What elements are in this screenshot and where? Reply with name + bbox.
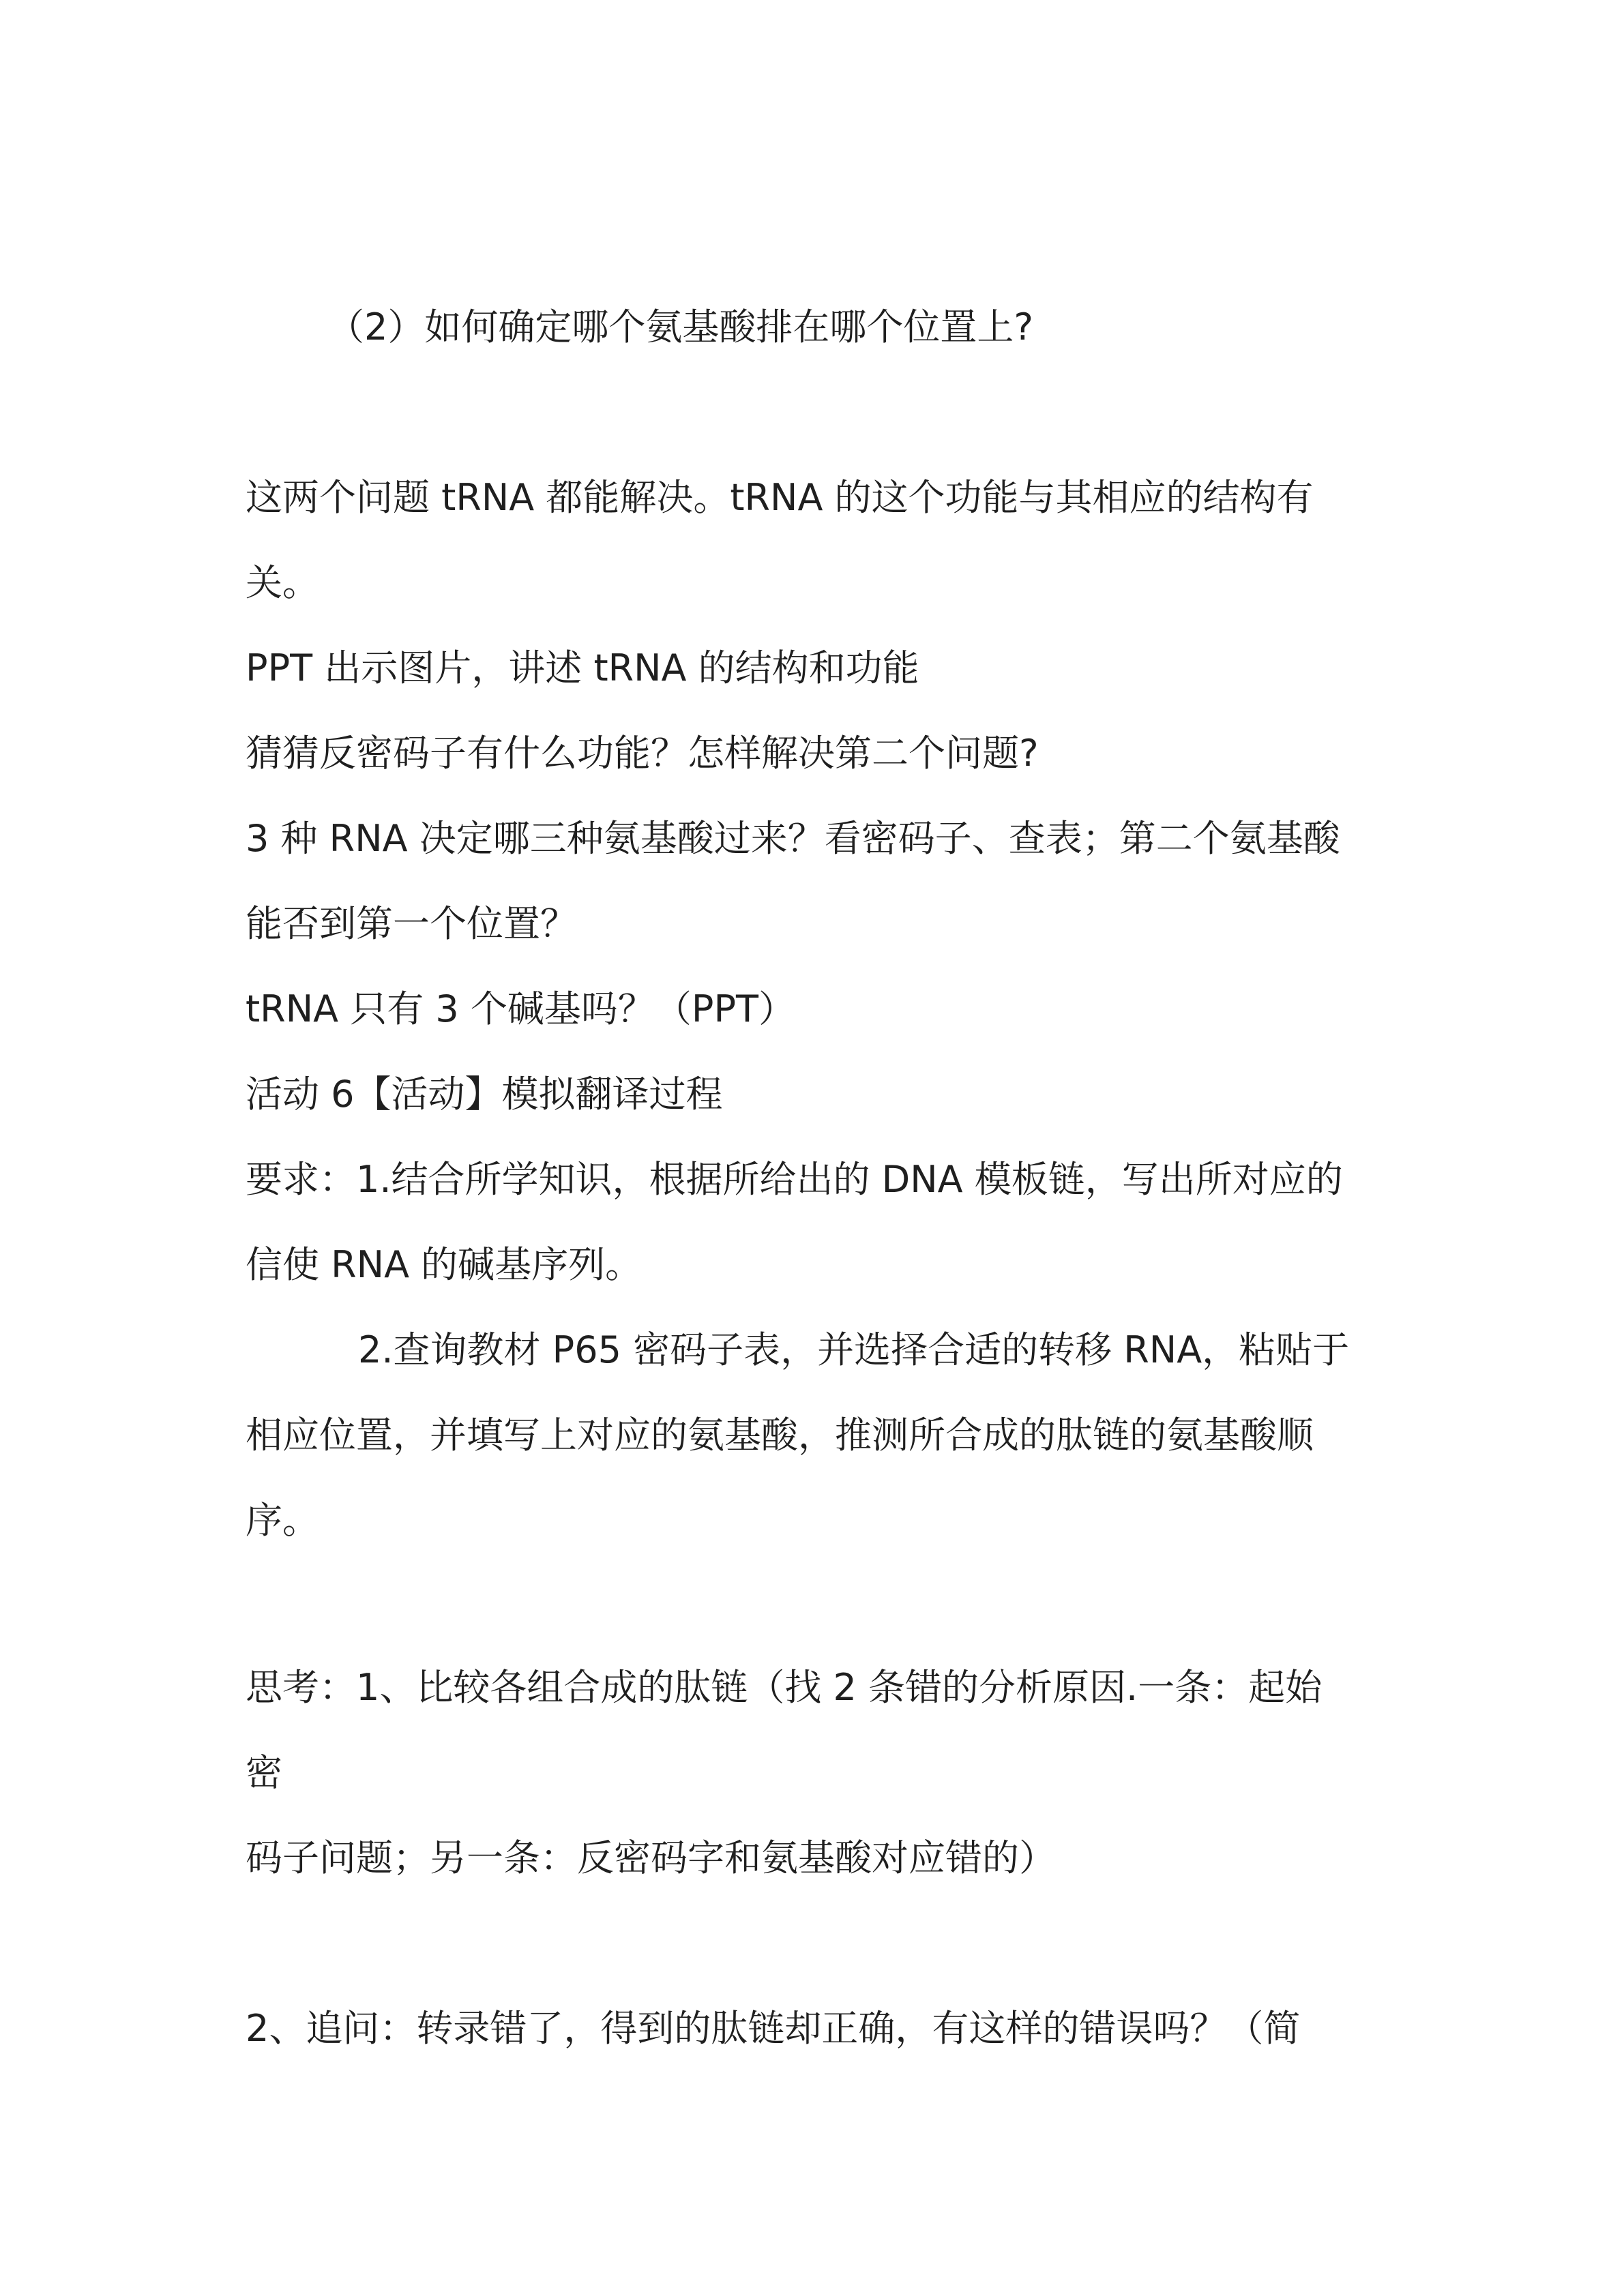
requirement-line: 序。 — [246, 1499, 319, 1542]
paragraph-line: 3 种 RNA 决定哪三种氨基酸过来？看密码子、查表；第二个氨基酸 — [246, 817, 1340, 860]
paragraph-line: tRNA 只有 3 个碱基吗？（PPT） — [246, 987, 795, 1030]
activity-heading: 活动 6【活动】模拟翻译过程 — [246, 1073, 723, 1116]
paragraph-line: 猜猜反密码子有什么功能？怎样解决第二个问题? — [246, 732, 1039, 775]
question-2-line: （2）如何确定哪个氨基酸排在哪个位置上? — [327, 305, 1034, 348]
paragraph-line: 能否到第一个位置？ — [246, 902, 577, 945]
requirement-line: 相应位置，并填写上对应的氨基酸，推测所合成的肽链的氨基酸顺 — [246, 1414, 1314, 1457]
paragraph-line: 关。 — [246, 561, 319, 604]
thinking-line: 码子问题；另一条：反密码字和氨基酸对应错的） — [246, 1836, 1056, 1879]
requirement-line: 要求：1.结合所学知识，根据所给出的 DNA 模板链，写出所对应的 — [246, 1158, 1343, 1201]
paragraph-line: PPT 出示图片，讲述 tRNA 的结构和功能 — [246, 646, 919, 689]
thinking-line: 思考：1、比较各组合成的肽链（找 2 条错的分析原因.一条：起始 — [246, 1666, 1323, 1709]
requirement-line: 信使 RNA 的碱基序列。 — [246, 1243, 643, 1286]
follow-up-question-line: 2、追问：转录错了，得到的肽链却正确，有这样的错误吗？（简 — [246, 2007, 1301, 2050]
requirement-line: 2.查询教材 P65 密码子表，并选择合适的转移 RNA，粘贴于 — [358, 1328, 1350, 1371]
thinking-line: 密 — [246, 1751, 282, 1794]
paragraph-line: 这两个问题 tRNA 都能解决。tRNA 的这个功能与其相应的结构有 — [246, 476, 1314, 519]
